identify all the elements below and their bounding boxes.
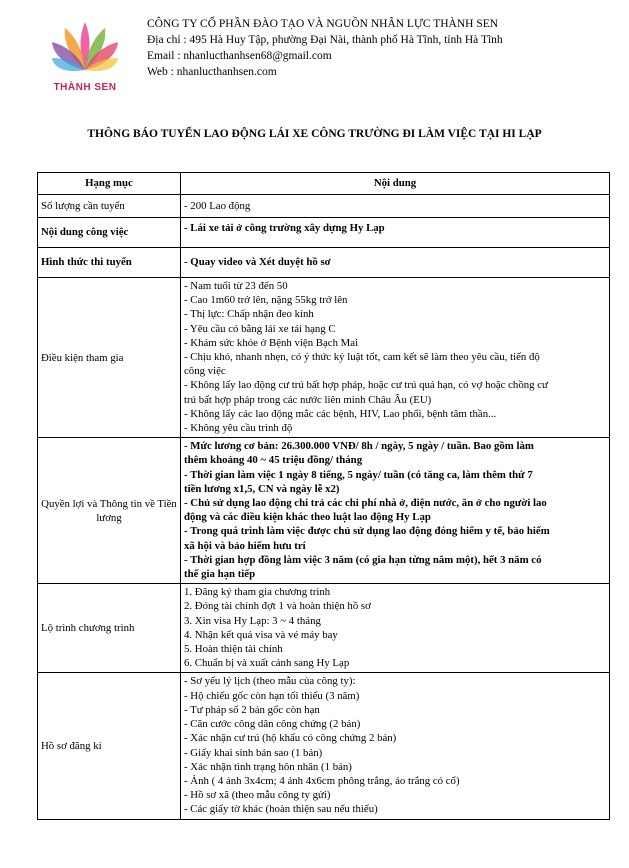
company-info: [147, 16, 503, 80]
content-line: - Hộ chiếu gốc còn hạn tối thiểu (3 năm): [184, 689, 360, 702]
lotus-icon: [52, 18, 118, 80]
content-line: thể gia hạn tiếp: [184, 568, 256, 581]
content-line: - Nam tuổi từ 23 đến 50: [184, 280, 288, 292]
content-line: 6. Chuẩn bị và xuất cảnh sang Hy Lạp: [184, 657, 350, 670]
content-line: - Giấy khai sinh bản sao (1 bản): [184, 746, 323, 759]
logo-text: THÀNH SEN: [53, 82, 117, 93]
content-line: - Không lấy các lao động mắc các bệnh, HIV, Lao phổi, bệnh tâm thần...: [184, 407, 497, 420]
company-address: Địa chỉ : 495 Hà Huy Tập, phường Đại Nài, thành phố Hà Tĩnh, tỉnh Hà Tĩnh: [147, 34, 503, 46]
recruitment-table: [37, 172, 610, 820]
content-line: - Ảnh ( 4 ảnh 3x4cm; 4 ảnh 4x6cm phông trắng, áo trắng có cổ): [184, 774, 460, 787]
company-email: Email : nhanlucthanhsen68@gmail.com: [147, 50, 332, 62]
row-label: Hình thức thi tuyển: [38, 248, 181, 278]
content-line: 5. Hoàn thiện tài chính: [184, 643, 283, 656]
content-line: - Không lấy lao động cư trú bất hợp pháp, hoặc cư trú quá hạn, có vợ hoặc chồng cư: [184, 379, 548, 392]
row-label: Lộ trình chương trình: [38, 584, 181, 673]
content-line: - Mức lương cơ bản: 26.300.000 VNĐ/ 8h / ngày, 5 ngày / tuần. Bao gồm làm: [184, 440, 534, 453]
content-line: 3. Xin visa Hy Lạp: 3 ~ 4 tháng: [184, 614, 321, 627]
content-line: - 200 Lao động: [184, 199, 251, 212]
table-row: [38, 438, 610, 584]
row-content: [181, 278, 610, 438]
row-content: [181, 218, 610, 248]
content-line: 2. Đóng tài chính đợt 1 và hoàn thiện hồ sơ: [184, 600, 371, 613]
content-line: - Các giấy tờ khác (hoàn thiện sau nếu thiếu): [184, 803, 378, 816]
company-name: CÔNG TY CỔ PHẦN ĐÀO TẠO VÀ NGUỒN NHÂN LỰC THÀNH SEN: [147, 18, 499, 30]
content-line: - Thời gian làm việc 1 ngày 8 tiếng, 5 ngày/ tuần (có tăng ca, làm thêm thứ 7: [184, 468, 533, 481]
row-label: Điều kiện tham gia: [38, 278, 181, 438]
table-header-row: [38, 173, 610, 195]
content-line: - Hồ sơ xã (theo mẫu công ty gửi): [184, 789, 331, 802]
content-line: - Không yêu cầu trình độ: [184, 422, 293, 435]
content-line: - Trong quá trình làm việc được chủ sử dụng lao động đóng hiểm y tế, bảo hiểm: [184, 525, 550, 538]
row-content: [181, 584, 610, 673]
letterhead: [30, 16, 610, 96]
table-row: [38, 278, 610, 438]
content-line: - Lái xe tải ở công trường xây dựng Hy Lạp: [184, 222, 385, 234]
company-logo: [30, 18, 140, 96]
row-content: [181, 673, 610, 819]
content-line: xã hội và bảo hiểm hưu trí: [184, 539, 306, 552]
content-line: - Thị lực: Chấp nhận đeo kính: [184, 308, 314, 321]
content-line: 1. Đăng ký tham gia chương trình: [184, 586, 331, 599]
col-header-category: Hạng mục: [38, 173, 181, 195]
content-line: - Thời gian hợp đồng làm việc 3 năm (có gia hạn từng năm một), hết 3 năm có: [184, 553, 542, 566]
content-line: - Chịu khó, nhanh nhẹn, có ý thức kỷ luật tốt, cam kết sẽ làm theo yêu cầu, tiến độ: [184, 351, 540, 364]
content-line: - Chủ sử dụng lao động chi trả các chi phí nhà ở, điện nước, ăn ở cho người lao: [184, 497, 547, 510]
row-label: Hồ sơ đăng kí: [38, 673, 181, 819]
document-title: THÔNG BÁO TUYỂN LAO ĐỘNG LÁI XE CÔNG TRƯỜNG ĐI LÀM VIỆC TẠI HI LẠP: [87, 128, 542, 140]
content-line: động và các điều kiện khác theo luật lao động Hy Lạp: [184, 511, 431, 524]
row-label: Số lượng cần tuyển: [38, 195, 181, 218]
content-line: - Căn cước công dân công chứng (2 bản): [184, 718, 361, 731]
content-line: - Quay video và Xét duyệt hồ sơ: [184, 256, 331, 269]
company-web: Web : nhanlucthanhsen.com: [147, 66, 277, 78]
content-line: - Xác nhận cư trú (hộ khẩu có công chứng 2 bản): [184, 732, 397, 745]
table-row: [38, 673, 610, 819]
table-row: [38, 218, 610, 248]
table-row: [38, 248, 610, 278]
row-label: Nội dung công việc: [38, 218, 181, 248]
table-row: [38, 195, 610, 218]
content-line: - Xác nhận tình trạng hôn nhân (1 bản): [184, 760, 352, 773]
content-line: - Cao 1m60 trở lên, nặng 55kg trở lên: [184, 294, 348, 307]
content-line: - Sơ yếu lý lịch (theo mẫu của công ty):: [184, 675, 356, 688]
content-line: tiền lương x1,5, CN và ngày lễ x2): [184, 482, 340, 495]
content-line: trú bất hợp pháp trong các nước liên minh Châu Âu (EU): [184, 393, 432, 406]
content-line: - Tư pháp số 2 bản gốc còn hạn: [184, 703, 320, 716]
content-line: thêm khoảng 40 ~ 45 triệu đồng/ tháng: [184, 454, 363, 467]
content-line: - Khám sức khỏe ở Bệnh viện Bạch Mai: [184, 336, 359, 349]
row-content: [181, 438, 610, 584]
content-line: công việc: [184, 365, 226, 378]
table-row: [38, 584, 610, 673]
content-line: 4. Nhận kết quả visa và vé máy bay: [184, 628, 338, 641]
content-line: - Yêu cầu có bằng lái xe tải hạng C: [184, 322, 336, 335]
row-content: [181, 195, 610, 218]
row-label: Quyền lợi và Thông tin về Tiền lương: [38, 438, 181, 584]
col-header-content: Nội dung: [181, 173, 610, 195]
row-content: [181, 248, 610, 278]
